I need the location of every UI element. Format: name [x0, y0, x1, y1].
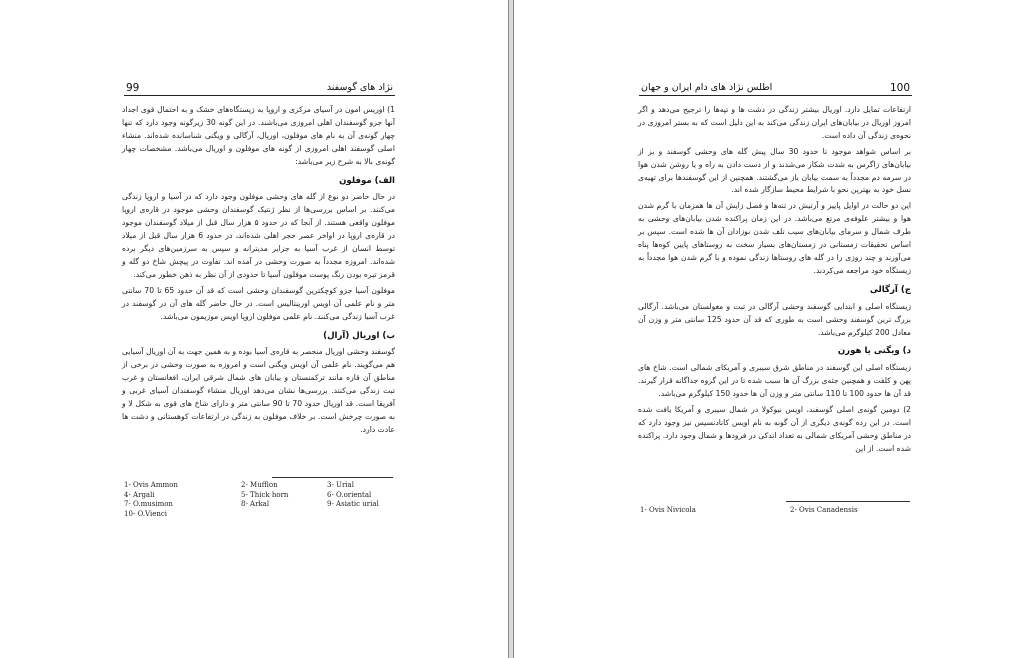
paragraph: در حال حاضر دو نوع از گله های وحشی موفلون وجود دارد که در آسیا و اروپا زندگی می‌کنند. بر اساس بررسی‌ها از نظر ژنتیک گوسفندان وحشی موجود در قاره‌ی اروپا موفلون واقعی هستند. از آنجا که در حدود ۵ هزار سال قبل از میلاد گوسفندان موجود در قاره‌ی اروپا در اواخر عصر حجر اهلی شده‌اند، در حدود 6 هزار سال قبل از میلاد توسط انسان از غرب آسیا به جزایر مدیترانه و سپس به سرزمین‌های دیگر برده شده‌اند. امروزه مجدداً به صورت وحشی در آمده اند. تفاوت در پیچش شاخ دو گله و قرمز تیره بودن رنگ پوست موفلون آسیا تا حدودی از آن نظر به ذهن خطور می‌کند. [122, 192, 395, 279]
footnote: 1- Ovis Ammon [124, 481, 178, 489]
footnote: 5- Thick horn [241, 490, 289, 499]
footnote-rule [272, 477, 393, 478]
footnote-rule [786, 501, 910, 502]
footnote: 2- Mufflon [241, 481, 278, 489]
footnote: 10- O.Vienci [124, 509, 168, 518]
left-footnotes [124, 481, 395, 521]
right-page-header [639, 81, 912, 96]
paragraph: گوسفند وحشی اوریال منحصر به قاره‌ی آسیا بوده و به همین جهت به آن اوریال آسیایی هم می‌گویند. نام علمی آن اویس ویگنی است و امروزه به صورت وحشی در برخی از مناطق آن قاره مانند ترکمنستان و بیابان های شمال شرقی ایران، افغانستان و غرب تبت زندگی می‌کنند. بررسی‌ها نشان می‌دهد اوریال منشاء گوسفندان آسیای غربی و آفریقا است. قد اوریال حدود 70 تا 90 سانتی متر و دارای شاخ های قوی به شکل لا و به صورت چرخش است. بر خلاف موفلون به زندگی در ارتفاعات کوهستانی و دشت ها عادت دارد. [122, 347, 395, 434]
section-heading: ب) اوریال (آرال) [323, 330, 395, 341]
paragraph: موفلون آسیا جزو کوچکترین گوسفندان وحشی است که قد آن حدود 65 تا 70 سانتی متر و نام علمی آن اویس اورینتالیس است. در حال حاضر گله های آن در گوسفند در غرب آسیا زندگی می‌کنند. نام علمی موفلون اروپا اویس موزیمون می‌باشد. [122, 285, 395, 321]
left-page-header [124, 81, 395, 96]
paragraph: زیستگاه اصلی و ابتدایی گوسفند وحشی آرگالی در تبت و مغولستان می‌باشد. آرگالی بزرگ ترین گوسفند وحشی است به طوری که قد آن حدود 125 سانتی متر و وزن آن معادل 200 کیلوگرم می‌باشد. [638, 301, 911, 337]
section-heading: د) ویگنی یا هورن [837, 346, 911, 357]
section-heading: الف) موفلون [339, 175, 395, 186]
paragraph: 2) دومین گونه‌ی اصلی گوسفند، اویس نیوکولا در شمال سیبری و آمریکا یافت شده است. در این رده گونه‌ی دیگری از آن گونه به نام اویس کانادنسیس نیز وجود دارد که در مناطق وحشی آمریکای شمالی به تعداد اندکی در فرودها و شمال وجود دارد. پراکنده شده است. از این [638, 405, 911, 453]
footnote: 6- O.oriental [327, 490, 372, 499]
left-body-text [122, 104, 395, 440]
footnote: 7- O.musimon [124, 500, 173, 509]
paragraph: زیستگاه اصلی این گوسفند در مناطق شرق سیبری و آمریکای شمالی است. شاخ های پهن و کلفت و همچنین جثه‌ی بزرگ آن ها سبب شده تا در این گروه جداگانه قرار گیرند. قد آن ها حدود 100 تا 110 سانتی متر و وزن آن ها حدود 150 کیلوگرم می‌باشد. [638, 363, 911, 399]
running-title: نژاد های گوسفند [326, 82, 393, 93]
footnote: 8- Arkal [241, 500, 270, 509]
right-page [513, 0, 1024, 658]
page-number: 100 [889, 82, 910, 94]
footnote: 3- Urial [327, 481, 354, 489]
footnote: 9- Asiatic urial [327, 500, 379, 509]
left-page [0, 0, 509, 658]
paragraph: ارتفاعات تمایل دارد. اوریال بیشتر زندگی در دشت ها و تپه‌ها را ترجیح می‌دهد و اگر امروز اوریال در بیابان‌های ایران زندگی می‌کند به این دلیل است که به بستر امروزی در نحوه‌ی زندگی آن داده است. [638, 105, 911, 140]
footnote: 1- Ovis Nivicola [640, 506, 696, 514]
right-body-text [638, 104, 911, 459]
footnote: 4- Argali [124, 490, 155, 499]
page-number: 99 [126, 82, 140, 94]
section-heading: ج) آرگالی [869, 284, 911, 295]
right-footnotes [640, 506, 911, 518]
paragraph: بر اساس شواهد موجود تا حدود 30 سال پیش گله های وحشی گوسفند و بز از بیابان‌های زاگرس به شدت شکار می‌شدند و از دست دادن به راه و یا روشن شدن هوا در سرمه دم مجدداً به سمت بیابان باز می‌گشتند. همچنین از این گوسفندها برای تهیه‌ی نسل خود به بهترین نحو با شرایط محیط سازگار شده اند. [638, 146, 912, 195]
paragraph: 1) اوریس امون در آسیای مرکزی و اروپا به زیستگاه‌های خشک و به احتمال قوی اجداد آنها جزو گوسفندان اهلی امروزی می‌باشند. در این گونه 30 زیرگونه وجود دارد که تنها چهار گونه‌ی آن به نام های موفلون، اوریال، آرگالی و ویگنی شناسانده شده‌اند. منشاء اصلی گوسفند اهلی امروزی از گونه های موفلون و اوریال می‌باشد. مشخصات چهار گونه‌ی بالا به شرح زیر می‌باشد: [122, 105, 395, 166]
running-title: اطلس نژاد های دام ایران و جهان [641, 82, 773, 93]
paragraph: این دو حالت در اوایل پاییز و آرتیش در تنه‌ها و فصل زایش آن ها همزمان با گرم شدن هوا و بیشتر علوفه‌ی مرتع می‌باشد. در این زمان پراکنده شدن بیابان‌های وحشی به طرف شمال و سرمای بیابان‌های سیب تلف شدن نوزادان آن ها شده است. سپس بر اساس تحقیقات زمستانی در زمستان‌های بسیار سخت به روستاهای پایین کوه‌ها پناه می‌آورند و چند روزی را در گله های روستاها زندگی نموده و با گرم شدن هوا مجدداً به زیستگاه خود مراجعه می‌کردند. [638, 201, 911, 275]
footnote: 2- Ovis Canadensis [790, 506, 858, 514]
